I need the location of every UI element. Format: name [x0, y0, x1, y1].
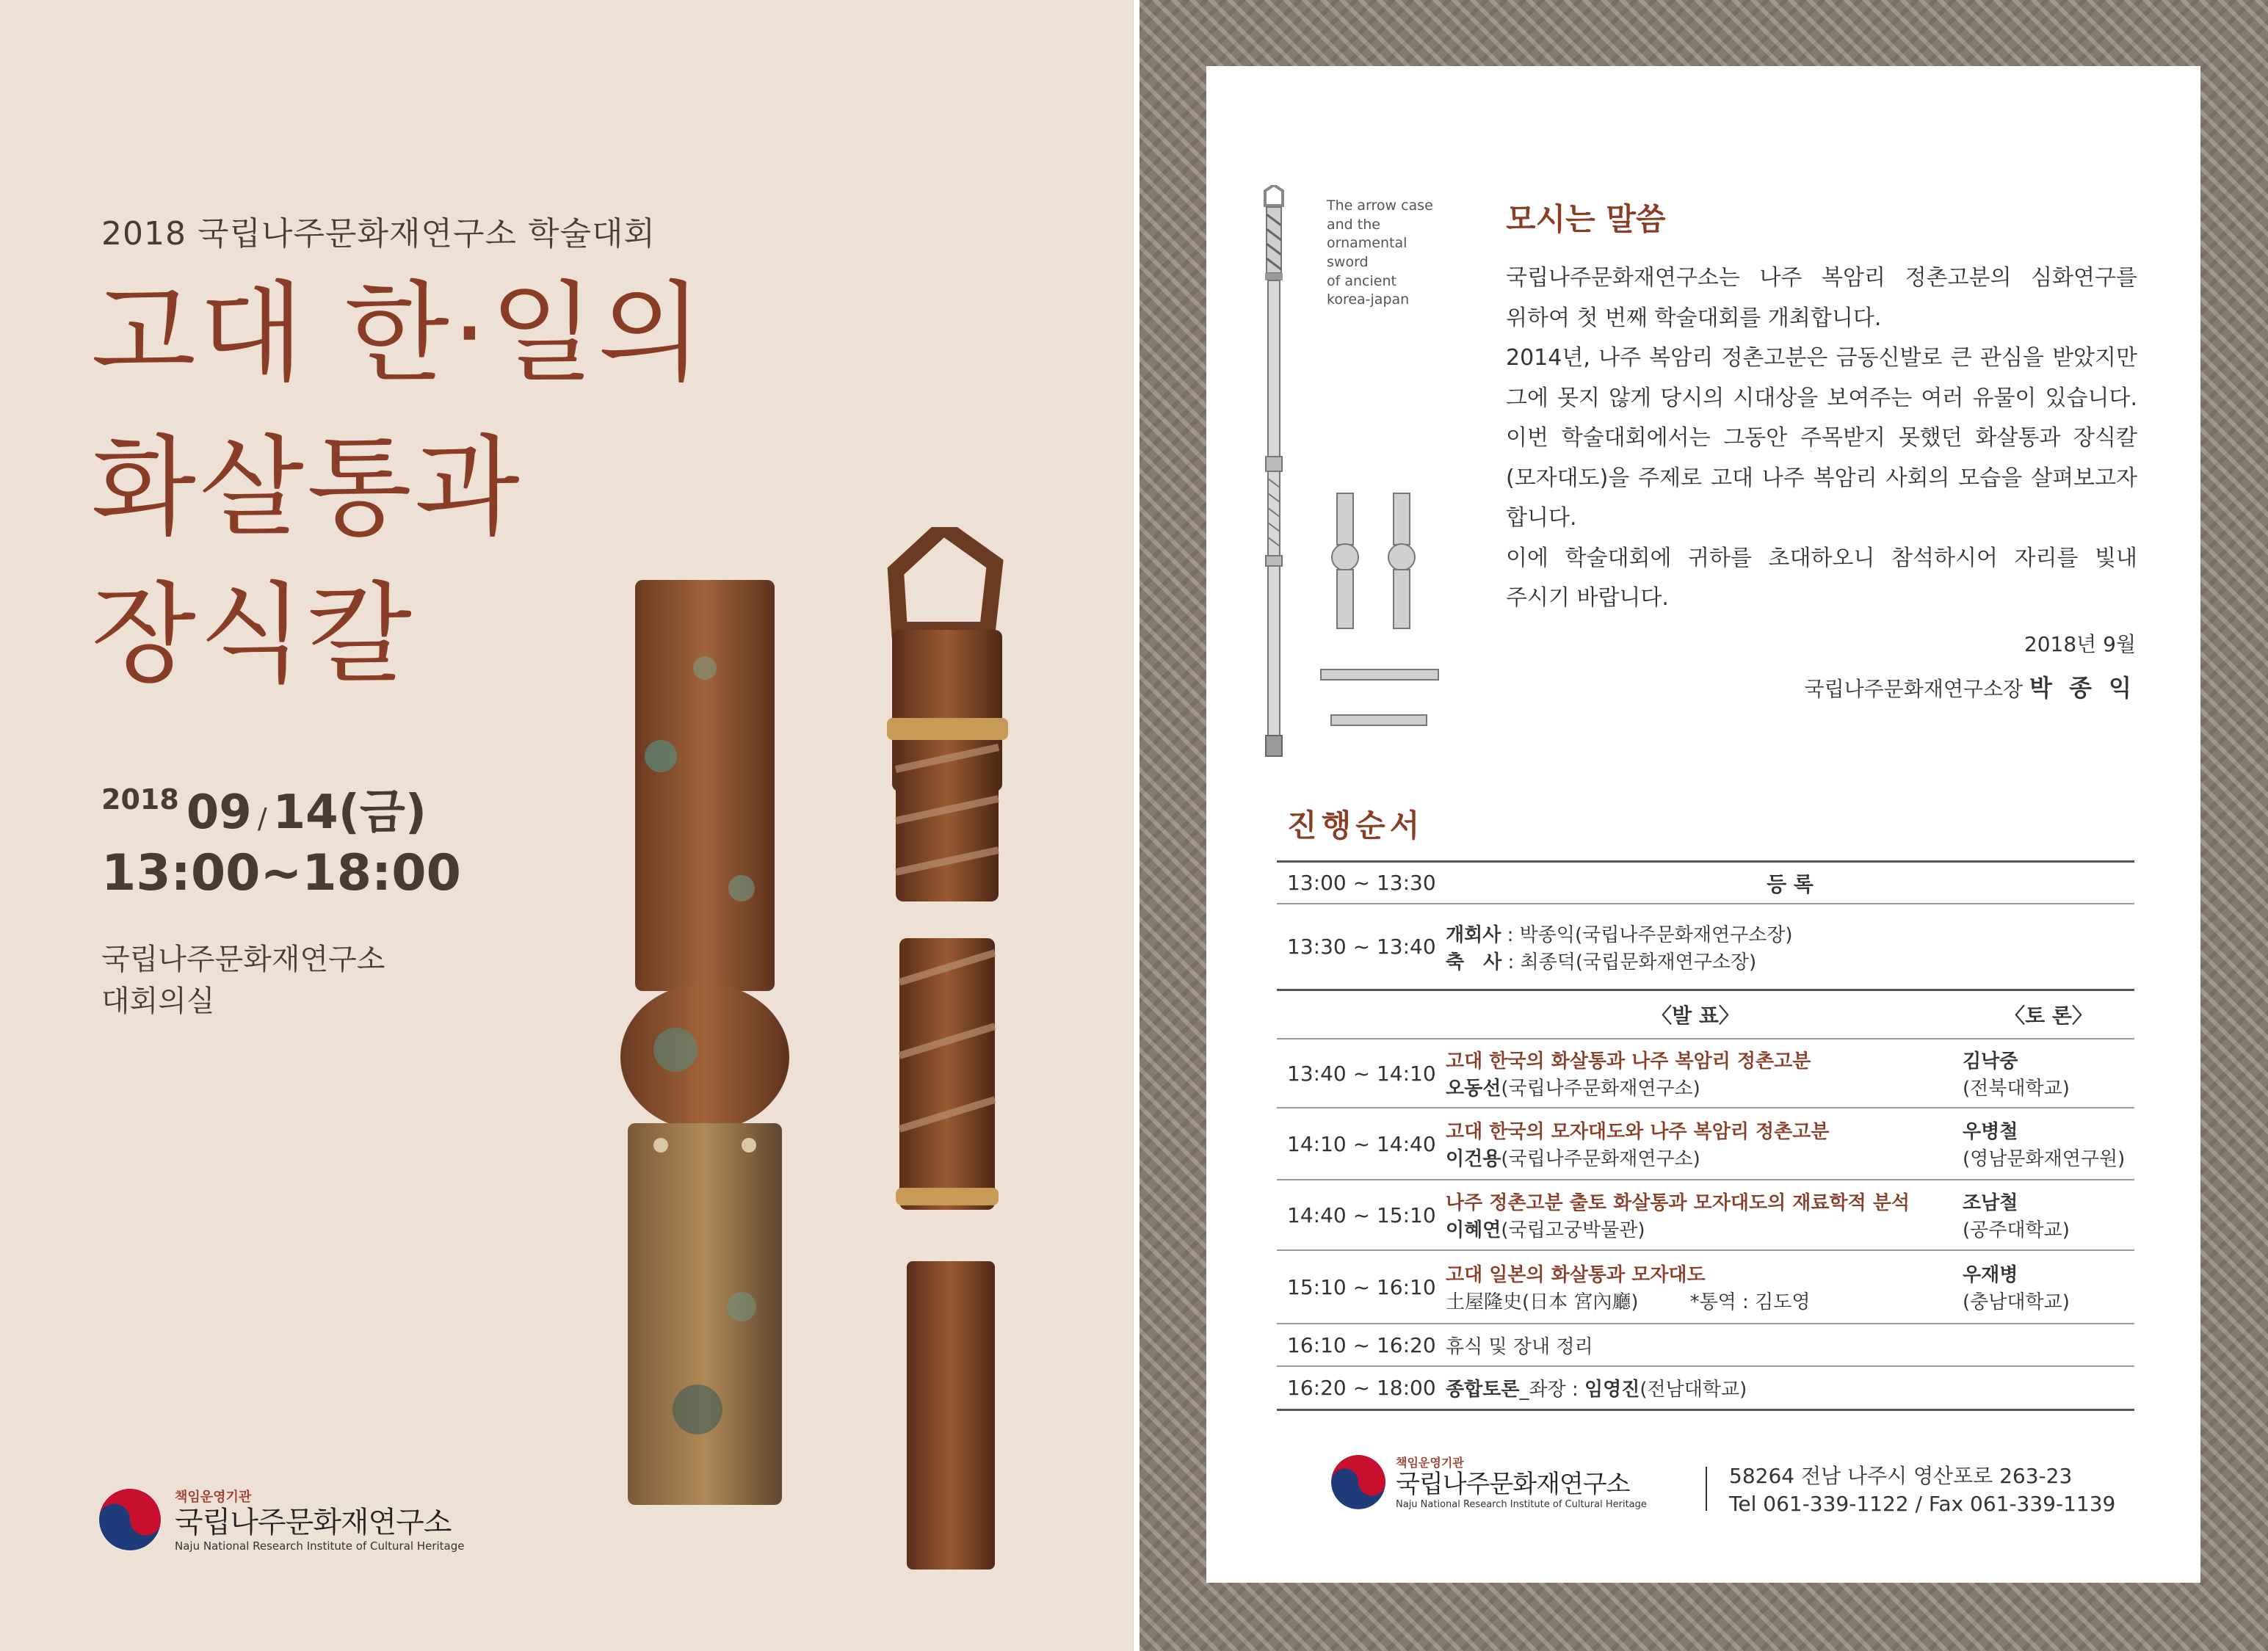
program-break-row [1277, 1324, 2134, 1367]
event-time: 13:00~18:00 [101, 844, 461, 902]
session-speaker: 이건용 [1446, 1148, 1501, 1170]
caption-line: sword [1327, 253, 1369, 270]
logo-tagline: 책임운영기관 [175, 1489, 252, 1505]
congrats-speaker: : 최종덕(국립문화재연구소장) [1501, 951, 1757, 973]
discussant-name: 우병철 [1963, 1121, 2018, 1143]
arrow-case-artifact-image [617, 580, 793, 1505]
event-title-line-2: 화살통과 [91, 424, 523, 551]
session-speaker: 土屋隆史(日本 宮內廳) [1446, 1291, 1639, 1313]
session-speaker: 이혜연 [1446, 1219, 1501, 1241]
event-date [101, 774, 427, 842]
program-table [1277, 860, 2134, 1411]
logo-english-name: Naju National Research Institute of Cultural Heritage [1396, 1499, 1647, 1511]
row-time: 15:10 ~ 16:10 [1287, 1274, 1436, 1299]
footer-address: 58264 전남 나주시 영산포로 263-23 [1729, 1464, 2073, 1488]
event-month: 09 [186, 785, 252, 840]
greeting-line: 이번 학술대회에서는 그동안 주목받지 못했던 화살통과 장식칼 [1506, 425, 2137, 451]
institute-logo [98, 1487, 464, 1553]
greeting-title: 모시는 말씀 [1506, 201, 1666, 237]
row-time: 13:40 ~ 14:10 [1287, 1061, 1436, 1086]
discussant-affiliation: (충남대학교) [1963, 1291, 2070, 1313]
chair-prefix: _좌장 : [1519, 1379, 1584, 1401]
taegeuk-emblem-icon [98, 1488, 162, 1551]
row-time: 13:00 ~ 13:30 [1287, 871, 1436, 895]
event-venue-line-2: 대회의실 [101, 984, 215, 1018]
greeting-body [1506, 258, 2137, 619]
taegeuk-emblem-icon [1331, 1455, 1385, 1509]
session-topic: 나주 정촌고분 출토 화살통과 모자대도의 재료학적 분석 [1446, 1192, 1910, 1214]
chair-name: 임영진 [1584, 1379, 1640, 1401]
greeting-line: 주시기 바랍니다. [1506, 585, 1669, 611]
event-venue-line-1: 국립나주문화재연구소 [101, 943, 385, 976]
logo-english-name: Naju National Research Institute of Cultural Heritage [175, 1539, 465, 1553]
program-row-registration [1277, 860, 2134, 904]
footer-contact [1729, 1462, 2115, 1518]
final-label: 종합토론 [1446, 1379, 1520, 1401]
greeting-line: 국립나주문화재연구소는 나주 복암리 정촌고분의 심화연구를 [1506, 265, 2137, 291]
invitation-card [1206, 66, 2200, 1583]
program-header-row [1277, 991, 2134, 1039]
greeting-line: 그에 못지 않게 당시의 시대상을 보여주는 여러 유물이 있습니다. [1506, 385, 2137, 411]
session-topic: 고대 일본의 화살통과 모자대도 [1446, 1264, 1706, 1286]
program-session-row [1277, 1108, 2134, 1180]
footer-phone: Tel 061-339-1122 / Fax 061-339-1139 [1729, 1491, 2116, 1516]
program-row-opening [1277, 904, 2134, 991]
program-session-row [1277, 1180, 2134, 1251]
discussant-affiliation: (전북대학교) [1963, 1078, 2070, 1100]
program-session-row [1277, 1251, 2134, 1324]
date-slash: / [257, 802, 267, 835]
session-affiliation: (국립나주문화재연구소) [1501, 1078, 1700, 1100]
invitation-panel [1140, 0, 2268, 1651]
event-subtitle: 2018 국립나주문화재연구소 학술대회 [101, 215, 656, 253]
caption-line: of ancient [1327, 272, 1396, 289]
greeting-line: 이에 학술대회에 귀하를 초대하오니 참석하시어 자리를 빛내 [1506, 545, 2137, 571]
opening-speaker: : 박종익(국립나주문화재연구소장) [1501, 924, 1793, 946]
signature-title: 국립나주문화재연구소장 [1804, 677, 2024, 701]
session-affiliation: (국립고궁박물관) [1501, 1219, 1645, 1241]
program-final-row [1277, 1367, 2134, 1411]
chair-affiliation: (전남대학교) [1640, 1379, 1747, 1401]
presentation-header: 〈발 표〉 [1651, 1004, 1739, 1028]
discussant-name: 김낙중 [1963, 1051, 2018, 1073]
event-title-line-3: 장식칼 [91, 571, 415, 697]
footer-institute-logo [1331, 1454, 1647, 1510]
break-label: 휴식 및 장내 정리 [1446, 1335, 1593, 1358]
congrats-role: 축 사 [1446, 951, 1502, 973]
discussant-affiliation: (공주대학교) [1963, 1219, 2070, 1241]
greeting-line: 위하여 첫 번째 학술대회를 개최합니다. [1506, 305, 1882, 331]
caption-line: korea-japan [1327, 291, 1410, 308]
footer-divider [1706, 1467, 1707, 1511]
registration-label: 등 록 [1767, 871, 1814, 896]
discussant-name: 조남철 [1963, 1192, 2018, 1214]
greeting-line: (모자대도)을 주제로 고대 나주 복암리 사회의 모습을 살펴보고자 [1506, 465, 2137, 491]
greeting-signature [1805, 670, 2136, 703]
row-time: 14:40 ~ 15:10 [1287, 1202, 1436, 1227]
discussant-name: 우재병 [1963, 1264, 2018, 1286]
event-title-line-1: 고대 한·일의 [91, 270, 706, 396]
ornamental-sword-artifact-image [866, 527, 1021, 1570]
opening-remarks [1446, 920, 1945, 974]
session-affiliation: (국립나주문화재연구소) [1501, 1148, 1700, 1170]
session-topic: 고대 한국의 모자대도와 나주 복암리 정촌고분 [1446, 1121, 1830, 1143]
caption-line: and the [1327, 216, 1380, 233]
logo-institute-name: 국립나주문화재연구소 [1396, 1470, 1630, 1499]
greeting-line: 합니다. [1506, 505, 1577, 531]
event-year: 2018 [101, 783, 179, 816]
discussion-header: 〈토 론〉 [2004, 1004, 2093, 1028]
greeting-line: 2014년, 나주 복암리 정촌고분은 금동신발로 큰 관심을 받았지만 [1506, 345, 2137, 371]
session-speaker: 오동선 [1446, 1078, 1501, 1100]
row-time: 13:30 ~ 13:40 [1287, 935, 1436, 959]
session-interpreter: *통역 : 김도영 [1689, 1291, 1811, 1313]
diagram-caption [1327, 197, 1452, 310]
opening-role: 개회사 [1446, 924, 1501, 946]
logo-tagline: 책임운영기관 [1396, 1456, 1464, 1470]
row-time: 14:10 ~ 14:40 [1287, 1131, 1436, 1156]
caption-line: ornamental [1327, 235, 1407, 252]
program-session-row [1277, 1039, 2134, 1108]
caption-line: The arrow case [1327, 197, 1433, 214]
event-day: 14(금) [272, 785, 427, 840]
logo-institute-name: 국립나주문화재연구소 [175, 1506, 452, 1539]
session-topic: 고대 한국의 화살통과 나주 복암리 정촌고분 [1446, 1051, 1811, 1073]
program-title: 진행순서 [1287, 808, 1424, 843]
discussant-affiliation: (영남문화재연구원) [1963, 1148, 2126, 1170]
greeting-date: 2018년 9월 [2024, 632, 2136, 656]
signature-name: 박 종 익 [2029, 674, 2136, 702]
row-time: 16:10 ~ 16:20 [1287, 1332, 1436, 1357]
row-time: 16:20 ~ 18:00 [1287, 1376, 1436, 1400]
